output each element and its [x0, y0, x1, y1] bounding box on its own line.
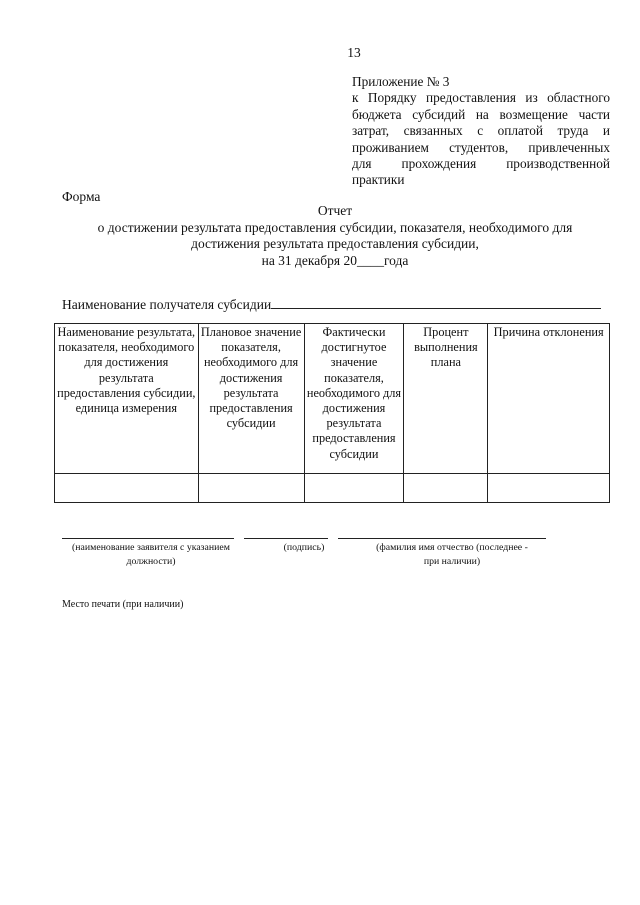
appendix-line: практики	[352, 172, 405, 188]
stamp-note: Место печати (при наличии)	[62, 599, 184, 610]
report-title: Отчет	[317, 203, 353, 218]
full-name-caption-line1: (фамилия имя отчество (последнее -	[376, 542, 528, 553]
table-header-cell: Наименование результата, показателя, необходимого для достижения результата предоставления субсидии, единица измерения	[55, 324, 199, 474]
table-header-cell: Фактически достигнутое значение показателя, необходимого для достижения результата предоставления субсидии	[304, 324, 404, 474]
applicant-signature-line[interactable]	[62, 538, 234, 539]
table-cell[interactable]	[304, 474, 404, 503]
appendix-title: Приложение № 3	[352, 74, 450, 89]
table-cell[interactable]	[488, 474, 610, 503]
signature-caption: (подпись)	[283, 542, 325, 553]
page-number: 13	[347, 45, 361, 60]
table-header-cell: Плановое значение показателя, необходимого для достижения результата предоставления субсидии	[198, 324, 304, 474]
full-name-line[interactable]	[338, 538, 546, 539]
table-header-row	[55, 324, 610, 474]
recipient-fill-line[interactable]	[271, 296, 601, 309]
appendix-line: проживанием студентов, привлеченных	[352, 139, 610, 155]
report-subtitle-line1: о достижении результата предоставления субсидии, показателя, необходимого для	[97, 219, 573, 235]
appendix-line: к Порядку предоставления из областного	[352, 90, 610, 106]
appendix-line: для прохождения производственной	[352, 156, 610, 172]
table-cell[interactable]	[55, 474, 199, 503]
report-date-line: на 31 декабря 20____года	[261, 252, 409, 268]
applicant-caption-line1: (наименование заявителя с указанием	[72, 542, 230, 553]
recipient-label: Наименование получателя субсидии	[62, 297, 272, 312]
table-header-cell: Процент выполнения плана	[404, 324, 488, 474]
full-name-caption	[360, 541, 544, 569]
report-table	[54, 323, 610, 503]
applicant-caption	[58, 541, 244, 569]
table-cell[interactable]	[198, 474, 304, 503]
applicant-caption-line2: должности)	[126, 556, 176, 567]
appendix-block	[352, 74, 610, 189]
table-header-cell: Причина отклонения	[488, 324, 610, 474]
table-row	[55, 474, 610, 503]
report-heading	[40, 203, 630, 269]
table-cell[interactable]	[404, 474, 488, 503]
appendix-line: бюджета субсидий на возмещение части	[352, 106, 610, 122]
report-subtitle-line2: достижения результата предоставления субсидии,	[191, 236, 479, 251]
signature-line[interactable]	[244, 538, 328, 539]
full-name-caption-line2: при наличии)	[423, 556, 481, 567]
appendix-line: затрат, связанных с оплатой труда и	[352, 123, 610, 139]
form-label: Форма	[62, 189, 101, 204]
recipient-row	[62, 296, 601, 313]
